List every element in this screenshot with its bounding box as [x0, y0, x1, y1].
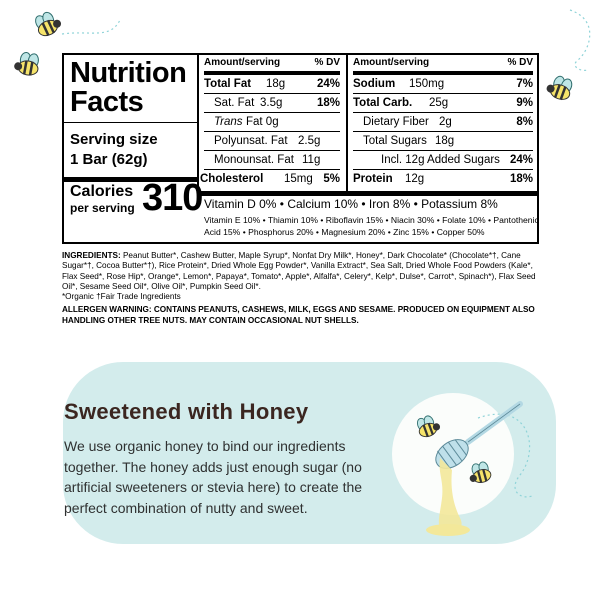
nutrient-label: Polyunsat. Fat [214, 135, 288, 147]
swirl-line-icon [570, 10, 590, 70]
dv-header: % DV [507, 57, 533, 68]
nutrient-dv: 7% [516, 78, 533, 90]
nutrient-dv: 24% [509, 154, 533, 166]
nutrient-label: Protein [353, 173, 393, 185]
nutrient-row-total-carb [353, 93, 533, 112]
nutrient-amount: 2g [439, 116, 452, 128]
nutrient-amount: Fat 0g [246, 116, 279, 128]
bee-icon [33, 8, 64, 38]
nutrient-row-total-sugars [353, 131, 533, 150]
nutrient-row-total-fat [204, 71, 340, 93]
decor-top-right [530, 0, 600, 140]
card-title: Sweetened with Honey [64, 399, 309, 424]
nutrition-facts-panel [62, 53, 539, 244]
nutrient-row-cholesterol [200, 169, 340, 188]
nutrient-label: Dietary Fiber [363, 116, 429, 128]
amount-header: Amount/serving [353, 57, 430, 68]
nutrient-row-monounsat-fat [204, 150, 340, 169]
swirl-line-icon [62, 20, 120, 34]
nutrient-label: Cholesterol [200, 173, 264, 185]
nutrient-row-added-sugars [353, 150, 533, 169]
vitamins-small: Vitamin E 10% • Thiamin 10% • Riboflavin 15% • Niacin 30% • Folate 10% • Pantothenic Acid 15% • Phosphorus 20% • Magnesium 20% • Zinc 15% • Copper 50% [204, 215, 539, 237]
nutrient-label: Total Carb. [353, 97, 413, 109]
nutrient-row-dietary-fiber [353, 112, 533, 131]
right-nutrient-column [353, 57, 533, 191]
nutrition-facts-title: Nutrition Facts [70, 57, 187, 118]
nutrient-amount: 12g [405, 173, 425, 185]
vitamins-main: Vitamin D 0% • Calcium 10% • Iron 8% • Potassium 8% [204, 197, 498, 211]
bee-icon [415, 413, 442, 439]
honey-dipper-illustration [380, 380, 550, 550]
bee-icon [466, 461, 492, 486]
nutrient-dv: 9% [516, 97, 533, 109]
nutrient-amount: 3.5g [260, 97, 283, 109]
nutrient-label: Monounsat. Fat [214, 154, 294, 166]
nutrient-label: Trans [214, 116, 243, 128]
calories-sublabel: per serving [70, 201, 135, 215]
ingredients-block [62, 251, 542, 302]
calories-label: Calories [70, 183, 134, 200]
divider [197, 55, 199, 191]
ingredients-text: Peanut Butter*, Cashew Butter, Maple Syrup*, Nonfat Dry Milk*, Honey*, Dark Chocolate* (Chocolate*†, Cane Sugar*†, Cocoa Butter*†), Rice Protein*, Dried Whole Egg Powder*, Vanilla Extract*, Sea Salt, Dried Whole Food Powders (Kale*, Flax Seed*, Rose Hip*, Orange*, Lemon*, Papaya*, Tomato*, Apple*, Alfalfa*, Celery*, Kelp*, Dulse*, Carrot*, Spinach*), Flax Seed Oil*, Sesame Seed Oil*, Olive Oil*, Pumpkin Seed Oil*. [62, 251, 536, 291]
nutrient-dv: 24% [316, 78, 340, 90]
serving-size-label: Serving size [70, 131, 158, 148]
nutrient-amount: 25g [429, 97, 449, 109]
nutrient-row-sodium [353, 71, 533, 93]
nutrient-amount: 2.5g [298, 135, 321, 147]
nutrient-label: Total Fat [204, 78, 252, 90]
nutrient-label: Sodium [353, 78, 396, 90]
nutrient-row-polyunsat-fat [204, 131, 340, 150]
calories-value: 310 [142, 177, 203, 219]
nutrient-label: Incl. 12g Added Sugars [381, 154, 500, 166]
nutrient-amount: 18g [266, 78, 286, 90]
nutrient-dv: 18% [316, 97, 340, 109]
ingredients-label: INGREDIENTS: [62, 251, 121, 260]
divider [200, 191, 539, 196]
nutrient-amount: 11g [302, 154, 321, 166]
bee-icon [544, 73, 574, 102]
card-body: We use organic honey to bind our ingredients together. The honey adds just enough sugar (no artificial sweeteners or stevia here) to create the perfect combination of nutty and sweet. [64, 438, 363, 516]
divider [64, 122, 197, 123]
nutrient-amount: 18g [435, 135, 455, 147]
nutrient-amount: 150mg [409, 78, 445, 90]
dv-header: % DV [314, 57, 340, 68]
nutrient-label: Sat. Fat [214, 97, 255, 109]
nutrient-row-sat-fat [204, 93, 340, 112]
divider [346, 55, 348, 191]
serving-size-value: 1 Bar (62g) [70, 151, 148, 168]
allergen-warning: ALLERGEN WARNING: CONTAINS PEANUTS, CASHEWS, MILK, EGGS AND SESAME. PRODUCED ON EQUIPMENT ALSO HANDLING OTHER TREE NUTS. MAY CONTAIN OCCASIONAL NUT SHELLS. [62, 305, 535, 325]
amount-header: Amount/serving [204, 57, 281, 68]
ingredients-footnote: *Organic †Fair Trade Ingredients [62, 292, 181, 302]
nutrient-row-protein [353, 169, 533, 188]
bee-icon [13, 51, 40, 77]
left-nutrient-column [200, 57, 340, 191]
nutrient-dv: 8% [516, 116, 533, 128]
nutrient-row-trans-fat [204, 112, 340, 131]
nutrient-label: Total Sugars [363, 135, 427, 147]
nutrient-dv: 18% [509, 173, 533, 185]
nutrient-dv: 5% [323, 173, 340, 185]
nutrient-amount: 15mg [284, 173, 313, 185]
